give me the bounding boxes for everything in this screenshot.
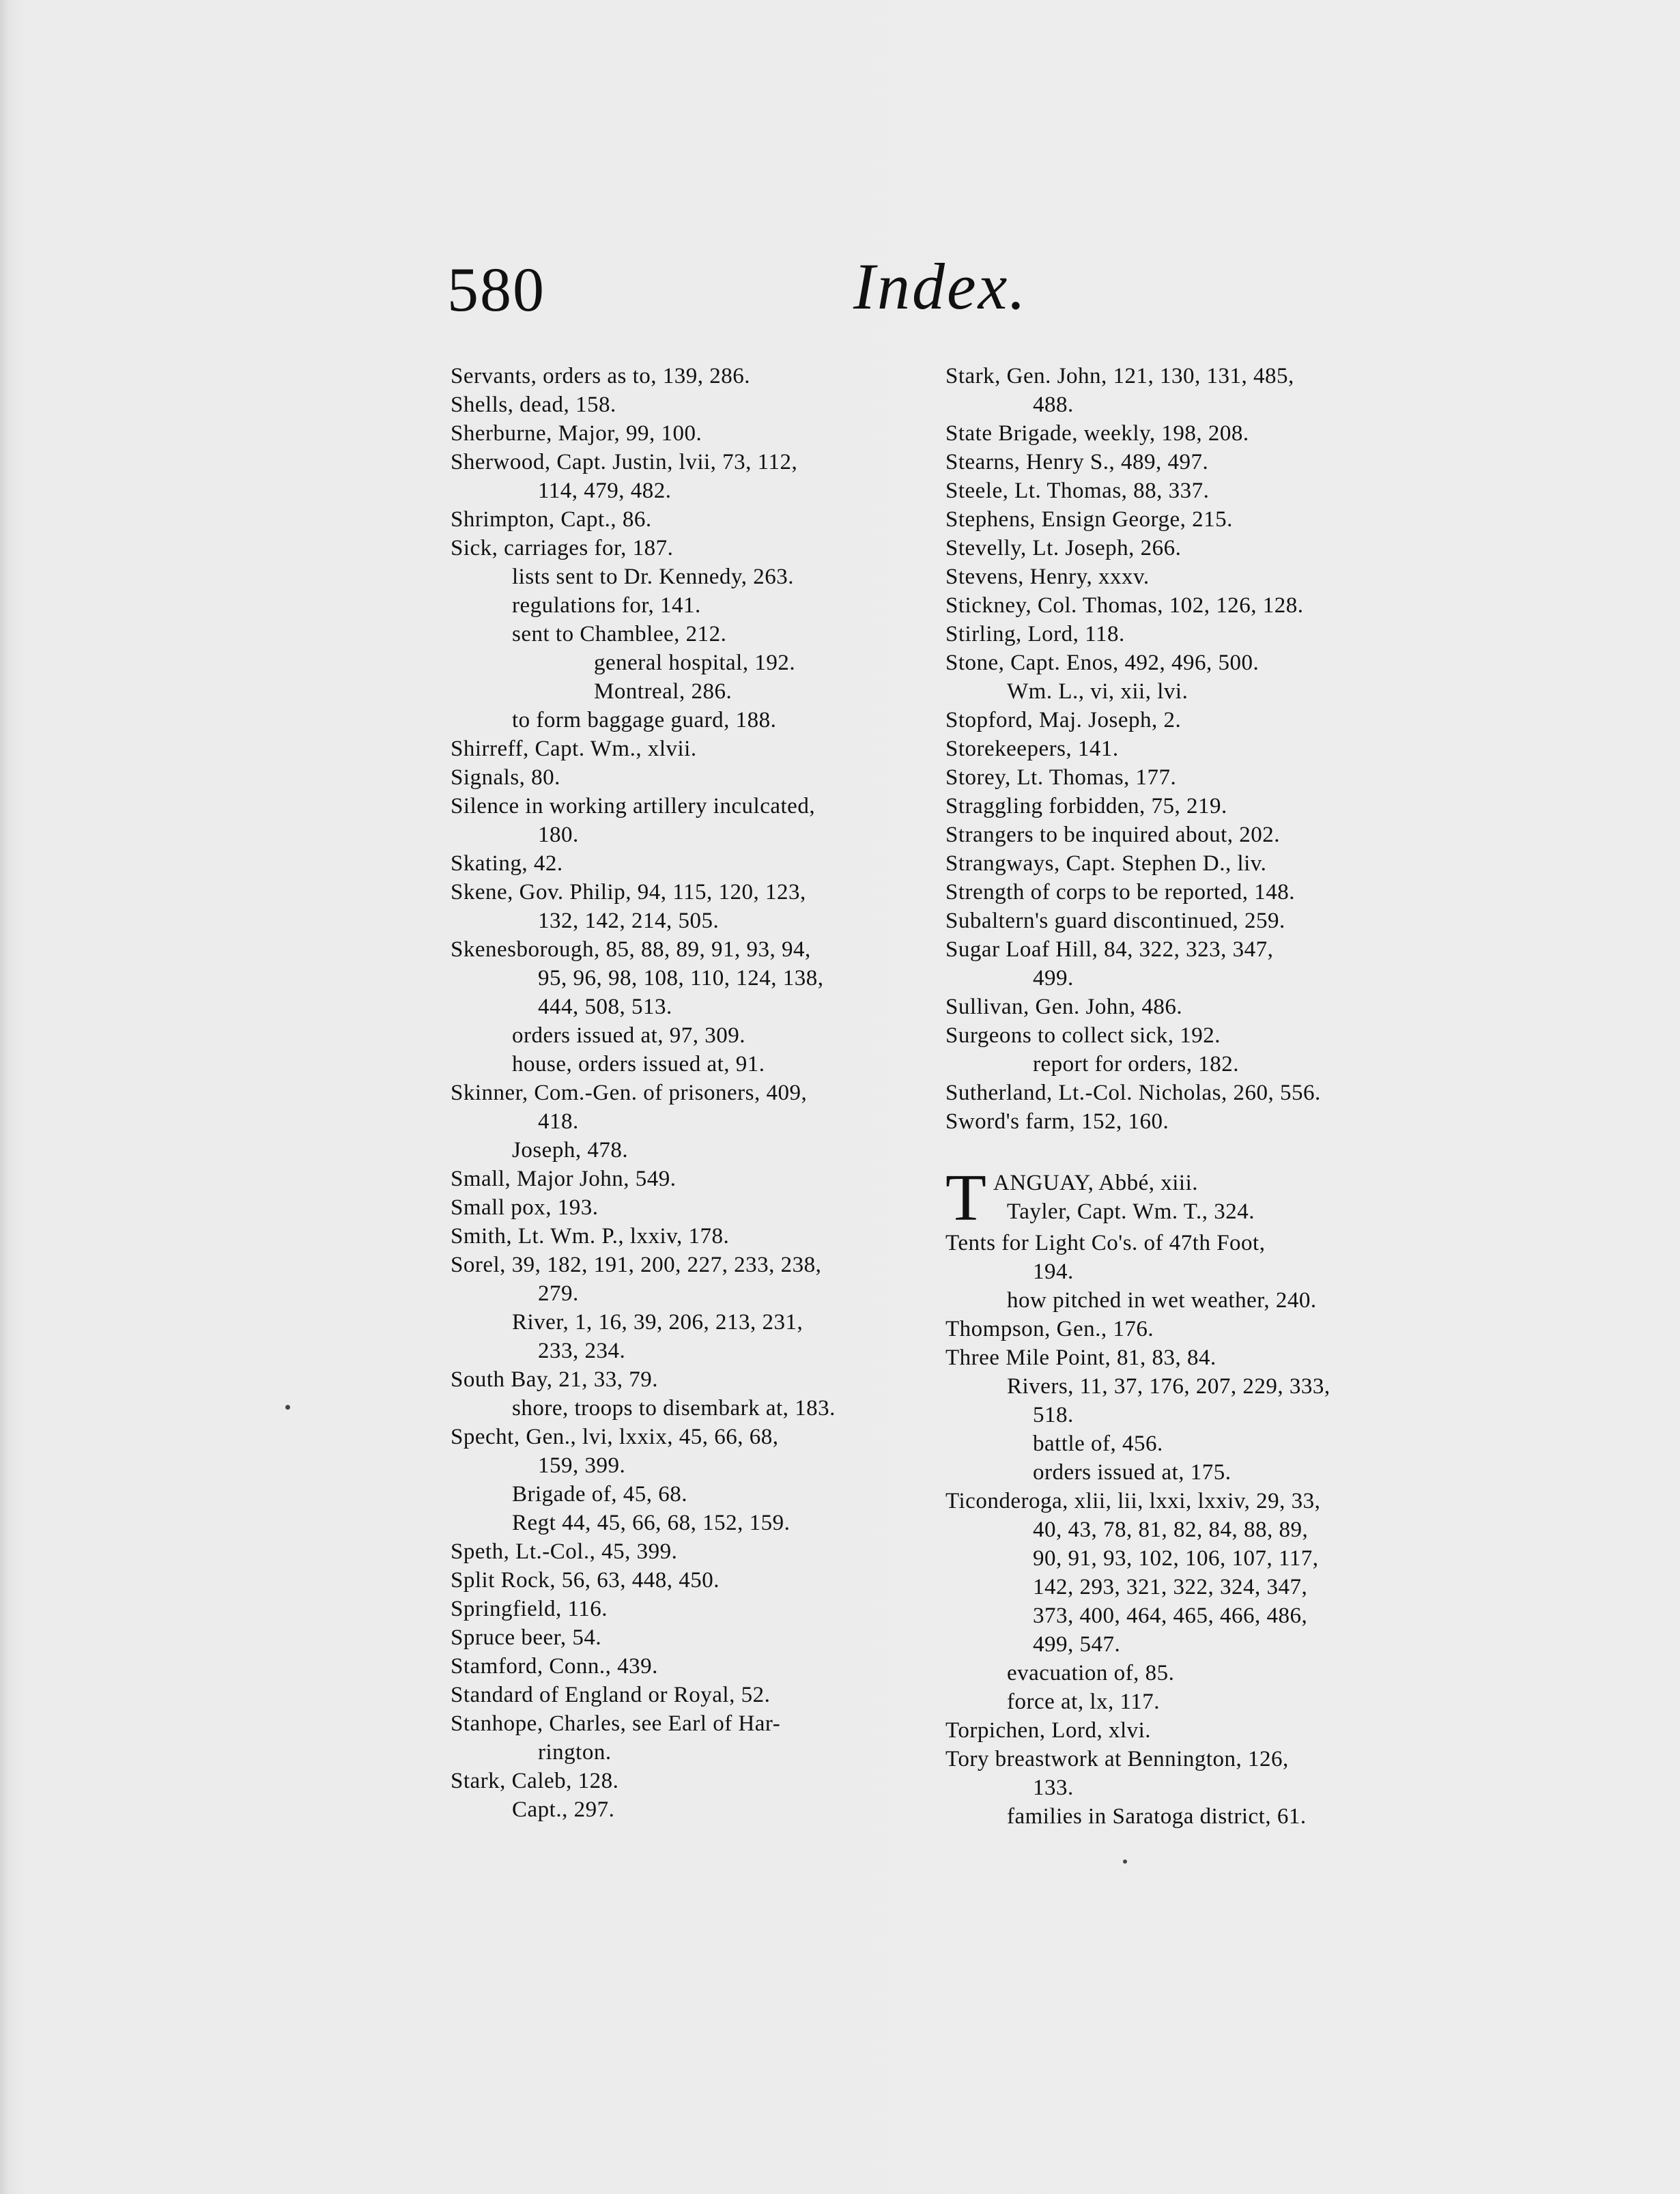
index-entry: 444, 508, 513. bbox=[538, 995, 672, 1019]
index-entry: 279. bbox=[538, 1281, 579, 1306]
index-entry: Stevens, Henry, xxxv. bbox=[945, 565, 1150, 589]
page-number: 580 bbox=[447, 255, 545, 324]
index-entry: families in Saratoga district, 61. bbox=[1007, 1804, 1307, 1829]
index-entry: Stark, Caleb, 128. bbox=[451, 1769, 619, 1793]
index-entry: Stearns, Henry S., 489, 497. bbox=[945, 450, 1209, 474]
index-entry: Storekeepers, 141. bbox=[945, 737, 1119, 761]
index-entry: battle of, 456. bbox=[1033, 1431, 1163, 1456]
index-entry: Springfield, 116. bbox=[451, 1597, 608, 1621]
index-entry: Servants, orders as to, 139, 286. bbox=[451, 364, 751, 388]
ink-speck bbox=[1123, 1860, 1127, 1864]
section-gap bbox=[945, 1136, 1430, 1169]
index-entry: State Brigade, weekly, 198, 208. bbox=[945, 421, 1249, 446]
index-entry: Tory breastwork at Bennington, 126, bbox=[945, 1747, 1289, 1771]
index-entry: Rivers, 11, 37, 176, 207, 229, 333, bbox=[1007, 1374, 1330, 1399]
page-title: Index. bbox=[853, 250, 1028, 323]
index-entry: Sick, carriages for, 187. bbox=[451, 536, 674, 560]
index-entry: general hospital, 192. bbox=[594, 651, 796, 675]
index-entry: Tayler, Capt. Wm. T., 324. bbox=[1006, 1199, 1255, 1224]
index-entry: Shirreff, Capt. Wm., xlvii. bbox=[451, 737, 697, 761]
index-entry: Capt., 297. bbox=[512, 1797, 615, 1822]
index-entry: Stephens, Ensign George, 215. bbox=[945, 507, 1233, 532]
index-entry: Skinner, Com.-Gen. of prisoners, 409, bbox=[451, 1081, 808, 1105]
index-entry: Silence in working artillery inculcated, bbox=[451, 794, 816, 818]
index-entry: Thompson, Gen., 176. bbox=[945, 1317, 1154, 1341]
index-entry: Sword's farm, 152, 160. bbox=[945, 1109, 1169, 1134]
index-entry: Small pox, 193. bbox=[451, 1195, 599, 1220]
index-entry: Regt 44, 45, 66, 68, 152, 159. bbox=[512, 1511, 791, 1535]
index-entry: Surgeons to collect sick, 192. bbox=[945, 1023, 1221, 1048]
index-entry: Signals, 80. bbox=[451, 765, 560, 790]
index-entry: South Bay, 21, 33, 79. bbox=[451, 1367, 659, 1392]
index-entry: Straggling forbidden, 75, 219. bbox=[945, 794, 1227, 818]
s-entries bbox=[945, 362, 1430, 1136]
index-entry: Stanhope, Charles, see Earl of Har- bbox=[451, 1711, 781, 1736]
index-entry: Speth, Lt.-Col., 45, 399. bbox=[451, 1539, 678, 1564]
index-entry: Strangers to be inquired about, 202. bbox=[945, 823, 1280, 847]
index-entry: ANGUAY, Abbé, xiii. bbox=[993, 1171, 1198, 1195]
index-entry: 132, 142, 214, 505. bbox=[538, 909, 720, 933]
index-entry: 233, 234. bbox=[538, 1339, 626, 1363]
ink-speck bbox=[285, 1405, 290, 1410]
index-entry: Stamford, Conn., 439. bbox=[451, 1654, 658, 1679]
index-entry: 488. bbox=[1033, 393, 1074, 417]
index-entry: orders issued at, 97, 309. bbox=[512, 1023, 746, 1048]
index-entry: Sullivan, Gen. John, 486. bbox=[945, 995, 1183, 1019]
index-entry: Steele, Lt. Thomas, 88, 337. bbox=[945, 479, 1210, 503]
index-entry: orders issued at, 175. bbox=[1033, 1460, 1231, 1485]
index-entry: 95, 96, 98, 108, 110, 124, 138, bbox=[538, 966, 824, 991]
index-entry: 114, 479, 482. bbox=[538, 479, 672, 503]
index-entry: Stevelly, Lt. Joseph, 266. bbox=[945, 536, 1182, 560]
index-entry: 142, 293, 321, 322, 324, 347, bbox=[1033, 1575, 1308, 1599]
index-entry: Storey, Lt. Thomas, 177. bbox=[945, 765, 1177, 790]
index-entry: 159, 399. bbox=[538, 1453, 626, 1478]
index-entry: Sherburne, Major, 99, 100. bbox=[451, 421, 702, 446]
index-entry: 499, 547. bbox=[1033, 1632, 1121, 1657]
index-entry: Sutherland, Lt.-Col. Nicholas, 260, 556. bbox=[945, 1081, 1321, 1105]
index-entry: Montreal, 286. bbox=[594, 679, 732, 704]
left-column bbox=[451, 362, 928, 1824]
index-entry: 418. bbox=[538, 1109, 579, 1134]
index-entry: Skene, Gov. Philip, 94, 115, 120, 123, bbox=[451, 880, 806, 904]
index-entry: Skenesborough, 85, 88, 89, 91, 93, 94, bbox=[451, 937, 811, 962]
index-entry: report for orders, 182. bbox=[1033, 1052, 1239, 1077]
index-entry: Spruce beer, 54. bbox=[451, 1625, 602, 1650]
index-entry: sent to Chamblee, 212. bbox=[512, 622, 727, 646]
index-entry: Stone, Capt. Enos, 492, 496, 500. bbox=[945, 651, 1259, 675]
index-entry: Sugar Loaf Hill, 84, 322, 323, 347, bbox=[945, 937, 1274, 962]
index-entry: Skating, 42. bbox=[451, 851, 563, 876]
index-entry: Split Rock, 56, 63, 448, 450. bbox=[451, 1568, 720, 1593]
index-entry: Strangways, Capt. Stephen D., liv. bbox=[945, 851, 1267, 876]
index-entry: Torpichen, Lord, xlvi. bbox=[945, 1718, 1152, 1743]
index-entry: 499. bbox=[1033, 966, 1074, 991]
index-entry: Shrimpton, Capt., 86. bbox=[451, 507, 652, 532]
index-entry: River, 1, 16, 39, 206, 213, 231, bbox=[512, 1310, 803, 1335]
index-entry: Tents for Light Co's. of 47th Foot, bbox=[945, 1231, 1266, 1255]
index-entry: Small, Major John, 549. bbox=[451, 1167, 677, 1191]
index-entry: Stark, Gen. John, 121, 130, 131, 485, bbox=[945, 364, 1294, 388]
index-entry: Subaltern's guard discontinued, 259. bbox=[945, 909, 1285, 933]
index-entry: rington. bbox=[538, 1740, 612, 1765]
index-entry: Stopford, Maj. Joseph, 2. bbox=[945, 708, 1182, 732]
index-entry: 518. bbox=[1033, 1403, 1074, 1427]
index-entry: 133. bbox=[1033, 1776, 1074, 1800]
index-entry: Specht, Gen., lvi, lxxix, 45, 66, 68, bbox=[451, 1425, 779, 1449]
right-column bbox=[945, 362, 1430, 1831]
index-entry: Stirling, Lord, 118. bbox=[945, 622, 1125, 646]
index-entry: to form baggage guard, 188. bbox=[512, 708, 777, 732]
index-entry: Smith, Lt. Wm. P., lxxiv, 178. bbox=[451, 1224, 730, 1249]
index-entry: Ticonderoga, xlii, lii, lxxi, lxxiv, 29, 33, bbox=[945, 1489, 1321, 1513]
index-entry: Joseph, 478. bbox=[512, 1138, 629, 1163]
index-entry: regulations for, 141. bbox=[512, 593, 701, 618]
t-entries bbox=[945, 1229, 1430, 1831]
index-entry: Sorel, 39, 182, 191, 200, 227, 233, 238, bbox=[451, 1253, 822, 1277]
index-entry: Wm. L., vi, xii, lvi. bbox=[1007, 679, 1188, 704]
index-entry: Three Mile Point, 81, 83, 84. bbox=[945, 1345, 1216, 1370]
index-entry: lists sent to Dr. Kennedy, 263. bbox=[512, 565, 794, 589]
index-entry: Stickney, Col. Thomas, 102, 126, 128. bbox=[945, 593, 1304, 618]
index-entry: 40, 43, 78, 81, 82, 84, 88, 89, bbox=[1033, 1518, 1309, 1542]
drop-cap: T bbox=[945, 1169, 986, 1229]
index-entry: 90, 91, 93, 102, 106, 107, 117, bbox=[1033, 1546, 1319, 1571]
index-entry: Sherwood, Capt. Justin, lvii, 73, 112, bbox=[451, 450, 798, 474]
index-entry: Shells, dead, 158. bbox=[451, 393, 616, 417]
index-entry: house, orders issued at, 91. bbox=[512, 1052, 765, 1077]
index-entry: evacuation of, 85. bbox=[1007, 1661, 1175, 1685]
index-entry: shore, troops to disembark at, 183. bbox=[512, 1396, 836, 1421]
index-entry: Brigade of, 45, 68. bbox=[512, 1482, 687, 1507]
index-entry: 180. bbox=[538, 823, 579, 847]
index-entry: 373, 400, 464, 465, 466, 486, bbox=[1033, 1604, 1308, 1628]
index-entry: how pitched in wet weather, 240. bbox=[1007, 1288, 1317, 1313]
index-entry: force at, lx, 117. bbox=[1007, 1690, 1161, 1714]
index-entry: Strength of corps to be reported, 148. bbox=[945, 880, 1296, 904]
index-entry: 194. bbox=[1033, 1259, 1074, 1284]
index-entry: Standard of England or Royal, 52. bbox=[451, 1683, 771, 1707]
t-section-heading bbox=[945, 1169, 1430, 1229]
